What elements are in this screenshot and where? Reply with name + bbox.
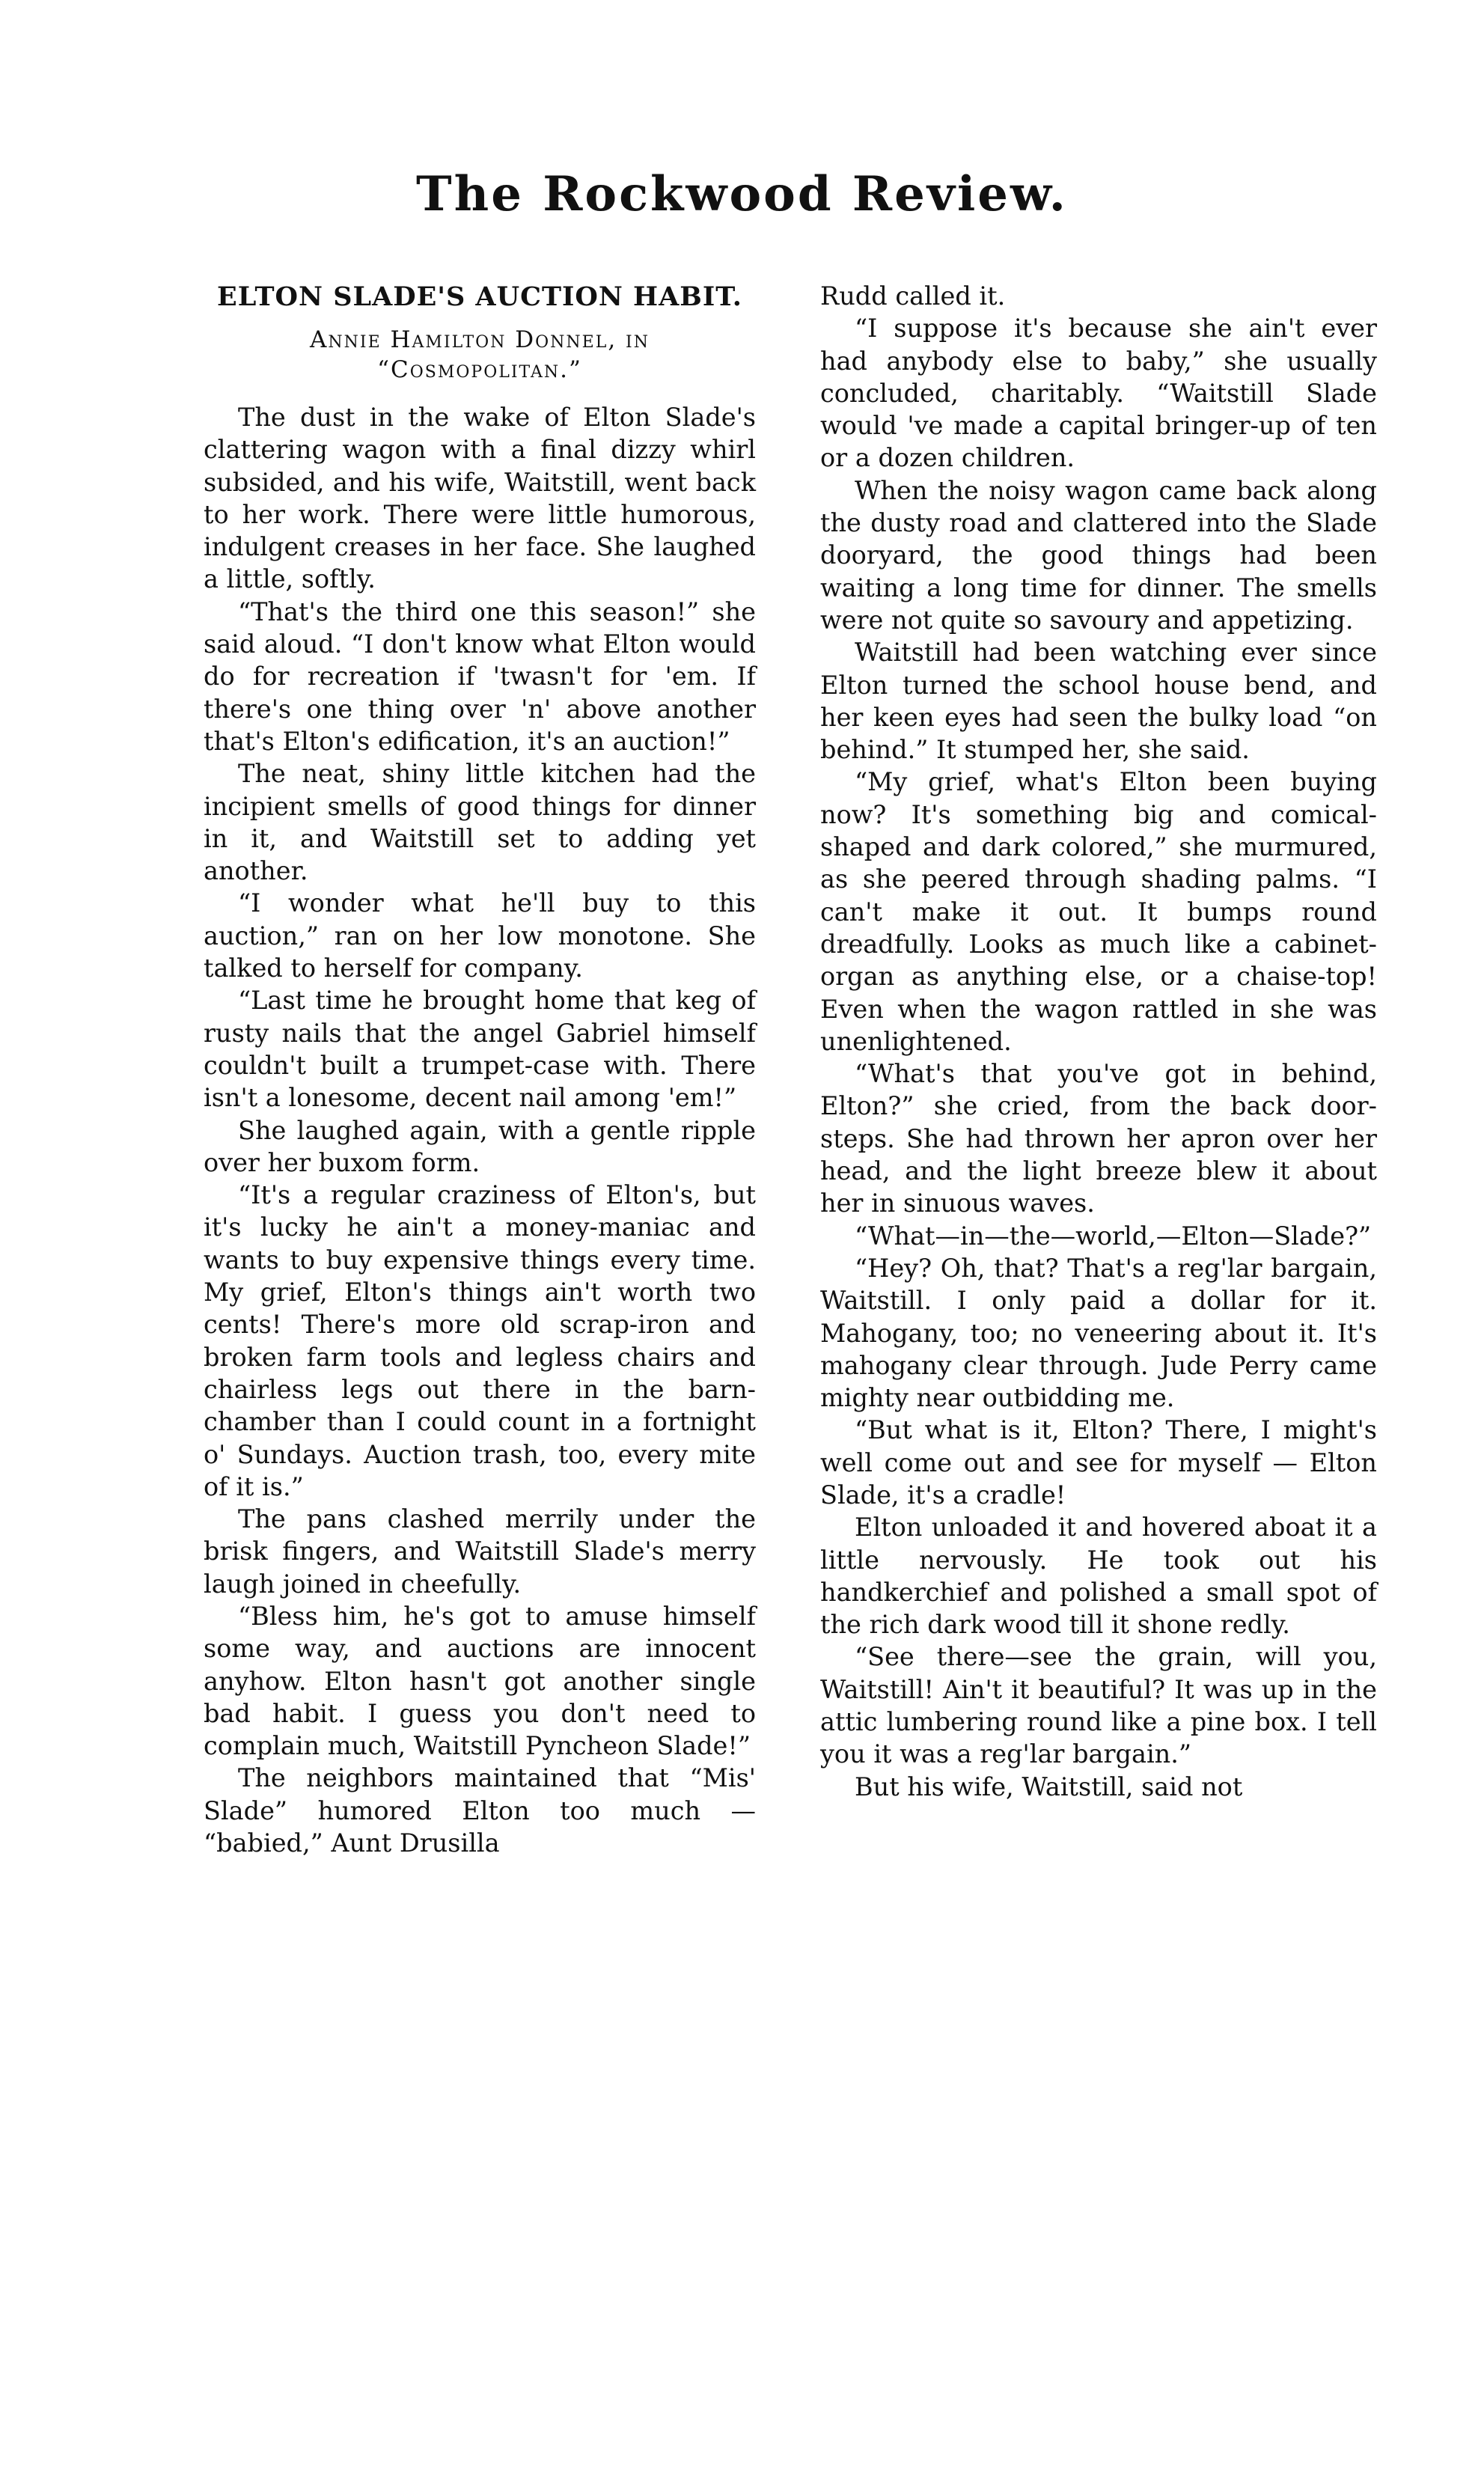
paragraph: “My grief, what's Elton been buying now? It's something big and comical-shaped and dark colored,” she murmured, as she peered through shading palms. “I can't make it out. It bumps round dreadfully. Looks as much like a cabinet-organ as anything else, or a chaise-top! Even when the wagon rattled in she was unenlightened. bbox=[820, 767, 1377, 1056]
article-byline bbox=[204, 325, 756, 385]
paragraph: “Bless him, he's got to amuse himself some way, and auctions are innocent anyhow. Elton hasn't got another single bad habit. I guess you don't need to complain much, Waitstill Pyncheon Slade!” bbox=[204, 1601, 756, 1761]
byline-author: Annie Hamilton Donnel, in bbox=[310, 326, 650, 353]
paragraph: When the noisy wagon came back along the dusty road and clattered into the Slade dooryard, the good things had been waiting a long time for dinner. The smells were not quite so savoury and appetizing. bbox=[820, 475, 1377, 635]
paragraph: Elton unloaded it and hovered aboat it a little nervously. He took out his handkerchief and polished a small spot of the rich dark wood till it shone redly. bbox=[820, 1513, 1377, 1640]
paragraph: The neat, shiny little kitchen had the incipient smells of good things for dinner in it, and Waitstill set to adding yet another. bbox=[204, 759, 756, 886]
paragraph: But his wife, Waitstill, said not bbox=[855, 1772, 1243, 1801]
paragraph: “See there—see the grain, will you, Waitstill! Ain't it beautiful? It was up in the attic lumbering round like a pine box. I tell you it was a reg'lar bargain.” bbox=[820, 1642, 1377, 1769]
paragraph: The dust in the wake of Elton Slade's clattering wagon with a final dizzy whirl subsided, and his wife, Waitstill, went back to her work. There were little humorous, indulgent creases in her face. She laughed a little, softly. bbox=[204, 403, 756, 594]
right-column bbox=[820, 280, 1377, 1803]
paragraph: “What—in—the—world,—Elton—Slade?” bbox=[855, 1221, 1372, 1251]
paragraph: “It's a regular craziness of Elton's, but it's lucky he ain't a money-maniac and wants to buy expensive things every time. My grief, Elton's things ain't worth two cents! There's more old scrap-iron and broken farm tools and legless chairs and chairless legs out there in the barn-chamber than I could count in a fortnight o' Sundays. Auction trash, too, every mite of it is.” bbox=[204, 1180, 756, 1501]
paragraph-continuation: Rudd called it. bbox=[820, 281, 1006, 311]
article-title: ELTON SLADE'S AUCTION HABIT. bbox=[217, 281, 742, 312]
paragraph: “What's that you've got in behind, Elton?” she cried, from the back door-steps. She had thrown her apron over her head, and the light breeze blew it about her in sinuous waves. bbox=[820, 1059, 1377, 1218]
paragraph: “Hey? Oh, that? That's a reg'lar bargain, Waitstill. I only paid a dollar for it. Mahogany, too; no veneering about it. It's mahogany clear through. Jude Perry came mighty near outbidding me. bbox=[820, 1253, 1377, 1413]
paragraph: “I suppose it's because she ain't ever had anybody else to baby,” she usually concluded, charitably. “Waitstill Slade would 've made a capital bringer-up of ten or a dozen children. bbox=[820, 314, 1377, 473]
byline-source: “Cosmopolitan.” bbox=[377, 356, 582, 383]
paragraph: The neighbors maintained that “Mis' Slade” humored Elton too much — “babied,” Aunt Drusilla bbox=[204, 1763, 756, 1858]
paragraph: The pans clashed merrily under the brisk fingers, and Waitstill Slade's merry laugh joined in cheefully. bbox=[204, 1504, 756, 1599]
left-column bbox=[204, 280, 756, 1859]
paragraph: “That's the third one this season!” she said aloud. “I don't know what Elton would do for recreation if 'twasn't for 'em. If there's one thing over 'n' above another that's Elton's edification, it's an auction!” bbox=[204, 596, 756, 756]
page-masthead: The Rockwood Review. bbox=[416, 166, 1068, 222]
paragraph: “I wonder what he'll buy to this auction,” ran on her low monotone. She talked to herself for company. bbox=[204, 888, 756, 983]
paragraph: Waitstill had been watching ever since Elton turned the school house bend, and her keen eyes had seen the bulky load “on behind.” It stumped her, she said. bbox=[820, 638, 1377, 765]
paragraph: “But what is it, Elton? There, I might's well come out and see for myself — Elton Slade, it's a cradle! bbox=[820, 1415, 1377, 1510]
paragraph: “Last time he brought home that keg of rusty nails that the angel Gabriel himself couldn't built a trumpet-case with. There isn't a lonesome, decent nail among 'em!” bbox=[204, 986, 756, 1113]
paragraph: She laughed again, with a gentle ripple over her buxom form. bbox=[204, 1115, 756, 1177]
